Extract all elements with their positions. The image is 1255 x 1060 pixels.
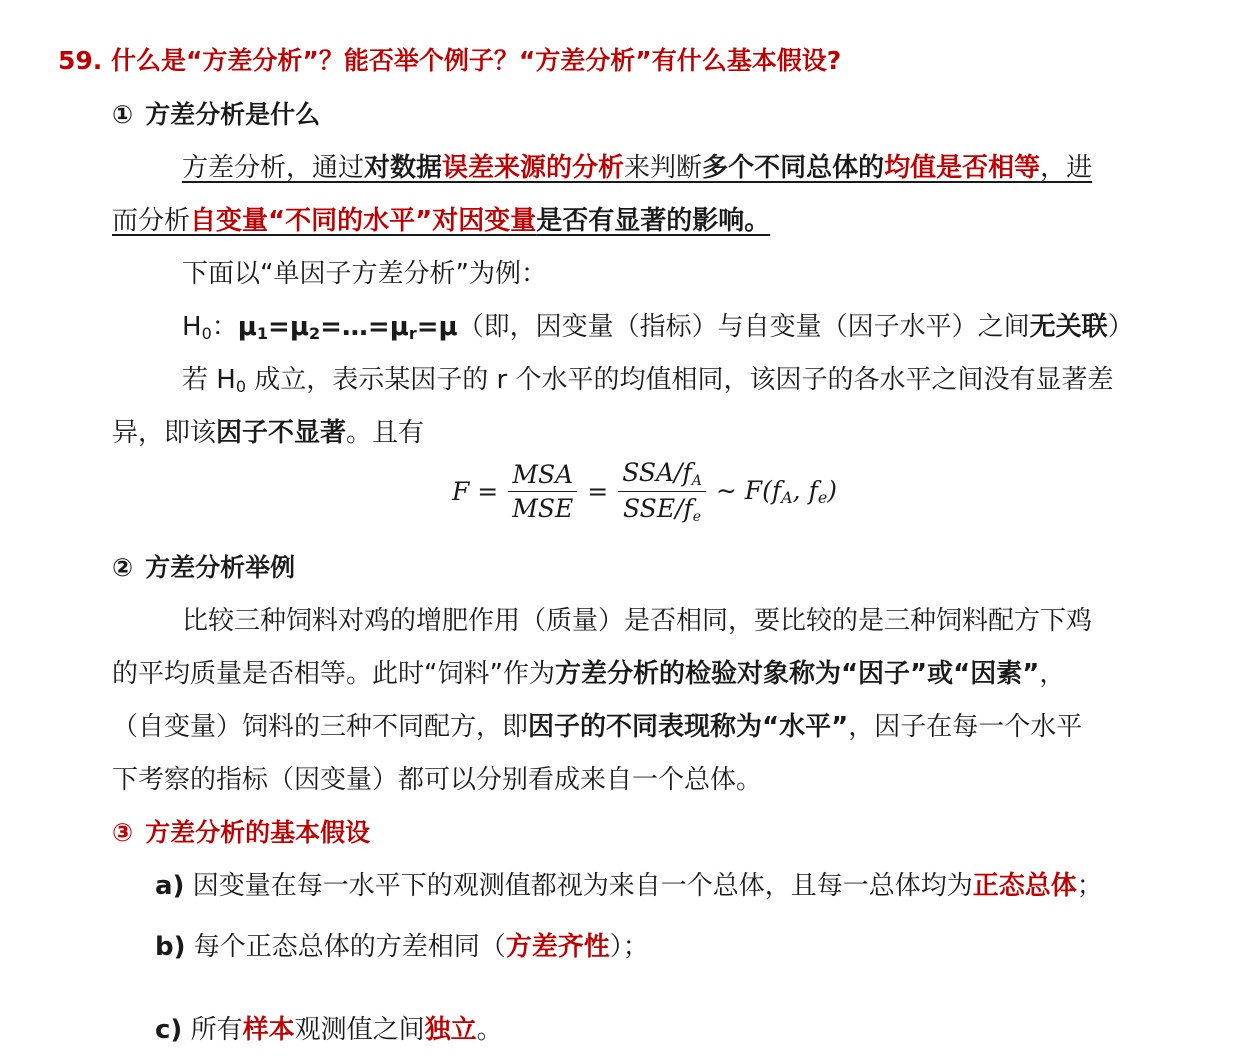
f-distribution: ∼ $F(f_A$, $f_e$)	[715, 475, 838, 507]
ms-fraction: $\frac{\text{MSA}}{\text{MSE}}$	[508, 460, 577, 523]
section-1-heading	[112, 98, 320, 132]
section-2-title: 方差分析举例	[145, 553, 296, 582]
example-line-3: （自变量）饲料的三种不同配方，即因子的不同表现称为“水平”，因子在每一个水平	[112, 712, 1083, 742]
section-2-number: ②	[112, 553, 134, 582]
h0-explanation-line-1: 若 $H_0$ 成立，表示某因子的 r 个水平的均值相同，该因子的各水平之间没有显著差	[182, 365, 1114, 396]
assumption-c: c) 所有样本观测值之间独立。	[155, 1015, 503, 1045]
example-line-4: 下考察的指标（因变量）都可以分别看成来自一个总体。	[112, 765, 763, 795]
ss-fraction: $\frac{SSA/f_A}{SSE/f_e}$	[618, 458, 706, 525]
section-3-number: ③	[112, 818, 134, 847]
section-3-heading	[112, 816, 370, 850]
section-1-title: 方差分析是什么	[145, 100, 321, 129]
assumption-a: a) 因变量在每一水平下的观测值都视为来自一个总体，且每一总体均为正态总体；	[155, 871, 1103, 901]
null-hypothesis: $H_0$：$\mu_1=\mu_2=\dots=\mu_r=\mu$（即，因变量（指标）与自变量（因子水平）之间无关联）	[182, 312, 1134, 343]
section-1-number: ①	[112, 100, 134, 129]
example-line-1: 比较三种饲料对鸡的增肥作用（质量）是否相同，要比较的是三种饲料配方下鸡	[182, 606, 1093, 636]
page-title: 59. 什么是“方差分析”？能否举个例子？“方差分析”有什么基本假设?	[58, 46, 842, 75]
example-intro: 下面以“单因子方差分析”为例：	[182, 259, 547, 289]
f-statistic-formula: F = $\frac{\text{MSA}}{\text{MSE}}$ = $\frac{SSA/f_A}{SSE/f_e}$ ∼ $F(f_A$, $f_e$)	[452, 457, 838, 525]
section-3-title: 方差分析的基本假设	[145, 818, 371, 847]
h0-explanation-line-2: 异，即该因子不显著。且有	[112, 418, 425, 448]
definition-line-2: 而分析自变量“不同的水平”对因变量是否有显著的影响。	[112, 206, 771, 236]
example-line-2: 的平均质量是否相等。此时“饲料”作为方差分析的检验对象称为“因子”或“因素”，	[112, 659, 1066, 689]
section-2-heading	[112, 551, 295, 585]
assumption-b: b) 每个正态总体的方差相同（方差齐性）；	[155, 932, 649, 962]
definition-line-1: 方差分析，通过对数据误差来源的分析来判断多个不同总体的均值是否相等，进	[182, 153, 1093, 183]
